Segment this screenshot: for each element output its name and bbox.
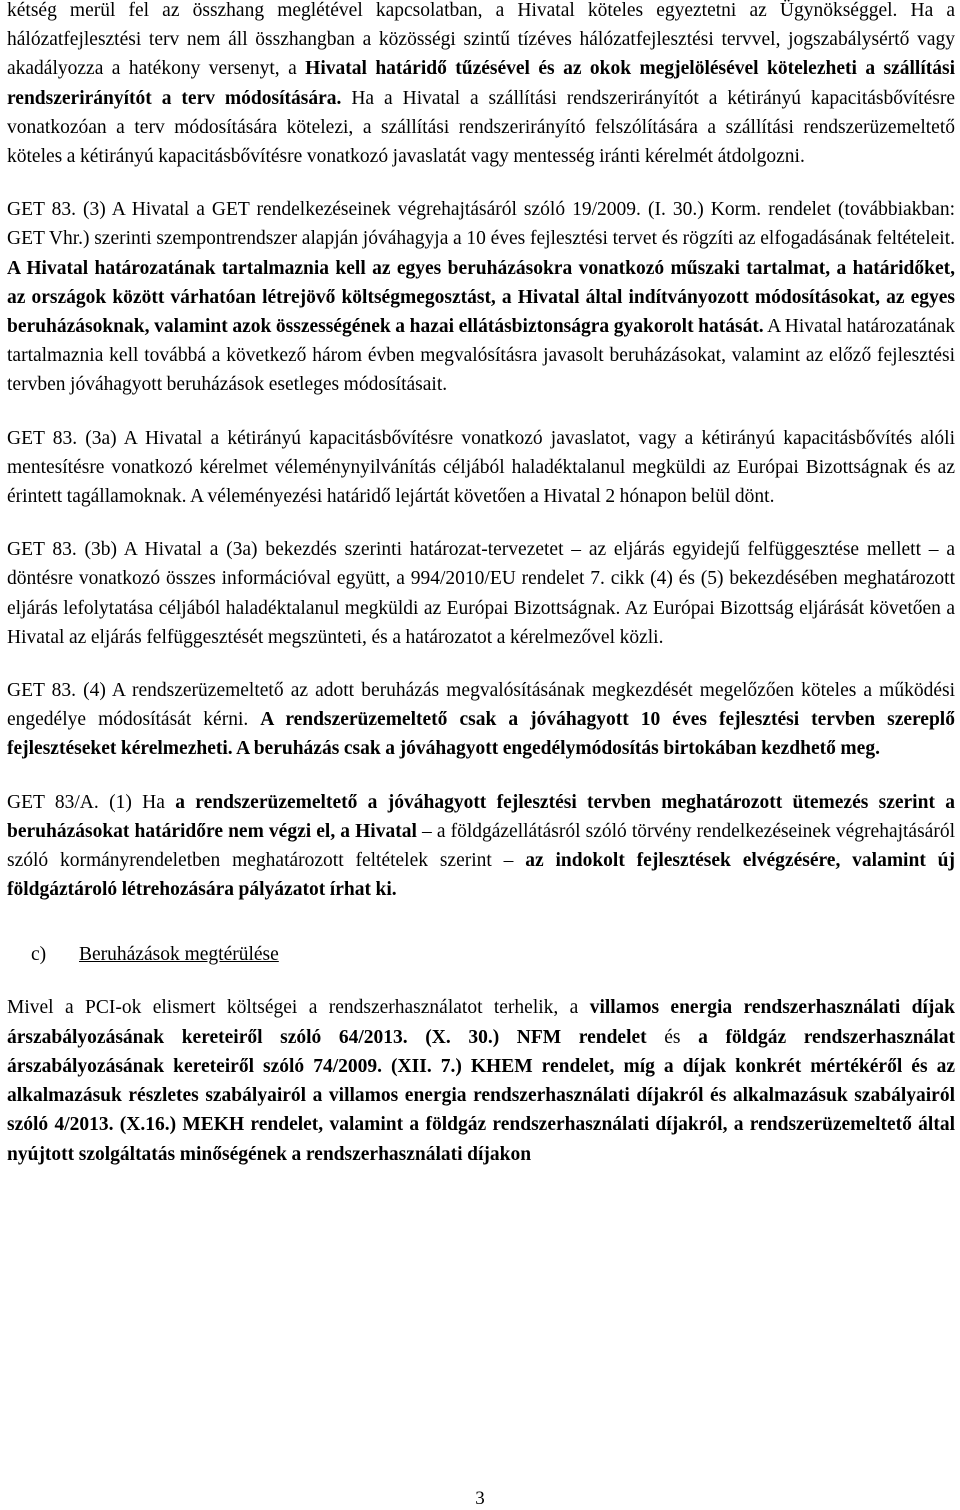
paragraph-get-83-3b xyxy=(7,535,955,652)
paragraph-get-83-4 xyxy=(7,676,955,764)
text-run: – a földgázellátásról szóló törvény rendelkezéseinek végrehajtásáról szóló kormányrendeletben meghatározott feltételek szerint – xyxy=(7,820,955,872)
paragraph-get-83-3a xyxy=(7,424,955,512)
paragraph-spacer xyxy=(7,511,955,535)
paragraph-spacer xyxy=(7,171,955,195)
paragraph-pci-costs xyxy=(7,993,955,1168)
bold-text-run: villamos energia rendszerhasználati díjak árszabályozásának kereteiről szóló 64/2013. (X. 30.) NFM rendelet xyxy=(7,997,955,1048)
bold-text-run: Hivatal határidő tűzésével és az okok megjelölésével kötelezheti a szállítási rendszerirányítót a terv módosítására. xyxy=(7,58,955,109)
paragraph-get-83-3 xyxy=(7,195,955,399)
paragraph-spacer xyxy=(7,764,955,788)
section-ref: GET 83. xyxy=(7,680,84,702)
paragraph-spacer xyxy=(7,969,955,993)
bold-text-run: A Hivatal határozatának tartalmaznia kell az egyes beruházásokra vonatkozó műszaki tartalmat, a határidőket, az országok között várhatóan létrejövő költségmegosztást, a Hivatal által indítványozott módosításokat, az egyes beruházásoknak, valamint azok összességének a hazai ellátásbiztonságra gyakorolt hatását. xyxy=(7,257,955,338)
section-ref: GET 83. xyxy=(7,199,84,221)
text-run: Ha a Hivatal a szállítási rendszerirányítót a kétirányú kapacitásbővítésre vonatkozóan a terv módosítására kötelezi, a szállítási rendszerirányító felszólítására a szállítási rendszerüzemeltető köteles a kétirányú kapacitásbővítésre vonatkozó javaslatát vagy mentesség iránti kérelmét átdolgozni. xyxy=(7,87,955,168)
text-run: kétség merül fel az összhang meglétével kapcsolatban, a Hivatal köteles egyeztetni az Ügynökséggel. Ha a hálózatfejlesztési terv nem áll összhangban a közösségi szintű tízéves hálózatfejlesztési tervvel, jogszabálysértő vagy akadályozza a hatékony versenyt, a xyxy=(7,0,955,80)
paragraph-get-83a-1 xyxy=(7,788,955,905)
text-run: (3) A Hivatal a GET rendelkezéseinek végrehajtásáról szóló 19/2009. (I. 30.) Korm. rendelet (továbbiakban: GET Vhr.) szerinti szempontrendszer alapján jóváhagyja a 10 éves fejlesztési tervet és rögzíti az elfogadásának feltételeit. xyxy=(7,199,955,250)
section-heading-label: c) xyxy=(31,944,47,966)
bold-text-run: A rendszerüzemeltető csak a jóváhagyott 10 éves fejlesztési tervben szereplő fejlesztéseket kérelmezheti. A beruházás csak a jóváhagyott engedélymódosítás birtokában kezdhető meg. xyxy=(7,709,955,760)
text-run: (3a) A Hivatal a kétirányú kapacitásbővítésre vonatkozó javaslatot, vagy a kétirányú kapacitásbővítés alóli mentesítésre vonatkozó kérelmet véleménynyilvánítás céljából haladéktalanul megküldi az Európai Bizottságnak és az érintett tagállamoknak. A véleményezési határidő lejártát követően a Hivatal 2 hónapon belül dönt. xyxy=(7,427,955,508)
text-run: (4) A rendszerüzemeltető az adott beruházás megvalósításának megkezdését megelőzően köteles a működési engedélye módosítását kérni. xyxy=(7,680,956,731)
bold-text-run: a földgáz rendszerhasználat árszabályozásának kereteiről szóló 74/2009. (XII. 7.) KHEM rendelet, míg a díjak konkrét mértékéről és az alkalmazásuk részletes szabályairól a villamos energia rendszerhasználati díjakról és alkalmazásuk szabályairól szóló 4/2013. (X.16.) MEKH rendelet, valamint a földgáz rendszerhasználati díjakról, a rendszerüzemeltető által nyújtott szolgáltatás minőségének a rendszerhasználati díjakon xyxy=(7,1026,955,1165)
section-ref: GET 83/A. xyxy=(7,791,110,813)
section-heading xyxy=(7,940,955,969)
section-ref: GET 83. xyxy=(7,427,86,449)
text-run: A Hivatal határozatának tartalmaznia kell továbbá a következő három évben megvalósításra javasolt beruházásokat, valamint az előző fejlesztési tervben jóváhagyott beruházások esetleges módosításait. xyxy=(7,316,955,396)
paragraph-spacer xyxy=(7,652,955,676)
paragraph-spacer xyxy=(7,400,955,424)
text-run: (3b) A Hivatal a (3a) bekezdés szerinti határozat-tervezetet – az eljárás egyidejű felfüggesztése mellett – a döntésre vonatkozó összes információval együtt, a 994/2010/EU rendelet 7. cikk (4) és (5) bekezdésében meghatározott eljárás lefolytatása céljából haladéktalanul megküldi az Európai Bizottságnak. Az Európai Bizottság eljárását követően a Hivatal az eljárás felfüggesztését megszünteti, és a határozatot a kérelmezővel közli. xyxy=(7,539,955,648)
text-run: (1) Ha xyxy=(109,791,176,813)
paragraph-spacer xyxy=(7,904,955,940)
text-run: Mivel a PCI-ok elismert költségei a rendszerhasználatot terhelik, a xyxy=(7,997,590,1019)
bold-text-run: az indokolt fejlesztések elvégzésére, valamint új földgáztároló létrehozására pályázatot írhat ki. xyxy=(7,850,955,901)
text-run: és xyxy=(646,1026,699,1048)
section-ref: GET 83. xyxy=(7,539,85,561)
document-page xyxy=(7,0,955,1169)
paragraph-hivatal-modification xyxy=(7,0,955,171)
section-heading-title: Beruházások megtérülése xyxy=(79,944,279,966)
bold-text-run: a rendszerüzemeltető a jóváhagyott fejlesztési tervben meghatározott ütemezés szerint a beruházásokat határidőre nem végzi el, a Hivatal xyxy=(7,791,956,842)
page-number: 3 xyxy=(475,1488,485,1509)
